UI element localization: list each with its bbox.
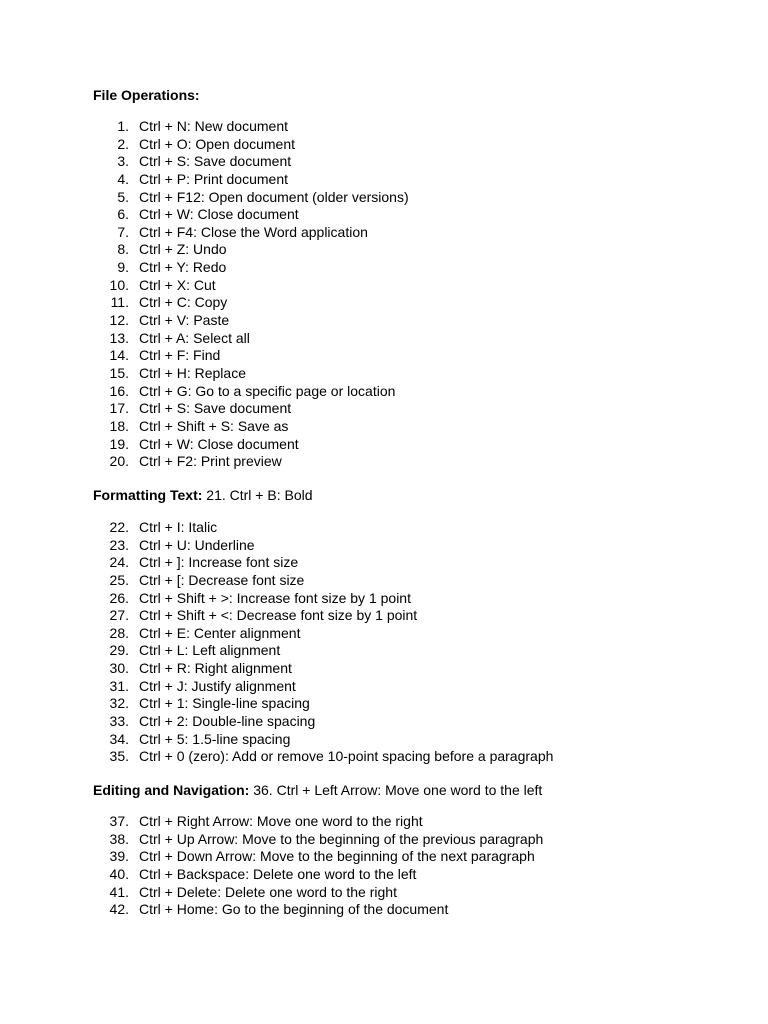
list-item-number: 31. — [109, 677, 129, 694]
list-item-text: Ctrl + S: Save document — [139, 153, 292, 170]
list-item-text: Ctrl + Shift + S: Save as — [139, 417, 289, 434]
list-item — [0, 572, 768, 590]
list-item-number: 19. — [109, 435, 129, 452]
list-item — [0, 748, 768, 766]
list-item-text: Ctrl + R: Right alignment — [139, 660, 292, 677]
list-item-number: 25. — [109, 571, 129, 588]
list-item — [0, 418, 768, 436]
list-item-text: Ctrl + Delete: Delete one word to the right — [139, 883, 397, 900]
list-item-text: Ctrl + N: New document — [139, 118, 288, 134]
list-item-number: 26. — [109, 589, 129, 606]
section-title: Editing and Navigation: — [93, 782, 250, 798]
list-item-number: 11. — [110, 294, 129, 311]
list-editing-navigation — [0, 813, 768, 919]
list-item — [0, 136, 768, 154]
list-item — [0, 713, 768, 731]
list-item — [0, 660, 768, 678]
list-item-number: 40. — [109, 865, 129, 882]
list-item-text: Ctrl + 2: Double-line spacing — [139, 713, 316, 730]
list-item — [0, 312, 768, 330]
list-item — [0, 259, 768, 277]
list-item-number: 17. — [109, 400, 129, 417]
list-item-number: 3. — [117, 153, 129, 170]
list-item-text: Ctrl + G: Go to a specific page or location — [139, 382, 396, 399]
list-item-text: Ctrl + Z: Undo — [139, 241, 227, 258]
list-item — [0, 206, 768, 224]
list-item — [0, 153, 768, 171]
list-item-text: Ctrl + F4: Close the Word application — [139, 223, 368, 240]
list-item-text: Ctrl + F2: Print preview — [139, 453, 282, 470]
list-item-number: 12. — [109, 312, 129, 329]
list-item-text: Ctrl + O: Open document — [139, 135, 296, 152]
list-item-number: 34. — [109, 730, 129, 747]
list-item — [0, 365, 768, 383]
list-item-text: Ctrl + F12: Open document (older versions) — [139, 188, 409, 205]
list-item-text: Ctrl + W: Close document — [139, 435, 299, 452]
list-item — [0, 554, 768, 572]
list-item-text: Ctrl + C: Copy — [139, 294, 228, 311]
section-heading-editing-navigation — [93, 781, 542, 799]
list-item — [0, 625, 768, 643]
list-item — [0, 884, 768, 902]
list-item-number: 27. — [109, 607, 129, 624]
list-item-number: 39. — [109, 848, 129, 865]
list-item-text: Ctrl + 5: 1.5-line spacing — [139, 730, 291, 747]
list-item-text: Ctrl + Backspace: Delete one word to the left — [139, 865, 417, 882]
list-item-text: Ctrl + ]: Increase font size — [139, 554, 299, 571]
list-item-text: Ctrl + 0 (zero): Add or remove 10-point spacing before a paragraph — [139, 748, 554, 765]
list-item — [0, 436, 768, 454]
list-item-text: Ctrl + X: Cut — [139, 276, 216, 293]
list-item — [0, 678, 768, 696]
list-item-text: Ctrl + Down Arrow: Move to the beginning of the next paragraph — [139, 848, 535, 865]
list-item-number: 24. — [109, 554, 129, 571]
list-item-number: 16. — [109, 382, 129, 399]
list-item — [0, 901, 768, 919]
list-item-number: 8. — [117, 241, 129, 258]
list-item-text: Ctrl + P: Print document — [139, 170, 289, 187]
list-item-text: Ctrl + Home: Go to the beginning of the document — [139, 901, 449, 918]
list-item — [0, 848, 768, 866]
list-item-number: 18. — [109, 417, 129, 434]
list-item-text: Ctrl + H: Replace — [139, 364, 246, 381]
list-item-text: Ctrl + S: Save document — [139, 400, 292, 417]
list-item — [0, 590, 768, 608]
list-item-number: 41. — [109, 883, 129, 900]
list-item-text: Ctrl + L: Left alignment — [139, 642, 281, 659]
list-item — [0, 642, 768, 660]
list-item-number: 20. — [109, 453, 129, 470]
list-item-text: Ctrl + Shift + >: Increase font size by 1 point — [139, 589, 411, 606]
list-item — [0, 400, 768, 418]
list-item-text: Ctrl + I: Italic — [139, 519, 218, 535]
list-item-number: 2. — [117, 135, 129, 152]
section-title: File Operations: — [93, 87, 200, 103]
list-item-text: Ctrl + [: Decrease font size — [139, 571, 305, 588]
list-item-text: Ctrl + Shift + <: Decrease font size by 1 point — [139, 607, 418, 624]
list-item-text: Ctrl + W: Close document — [139, 206, 299, 223]
list-item-number: 37. — [109, 813, 129, 829]
list-item — [0, 294, 768, 312]
section-inline-item: 36. Ctrl + Left Arrow: Move one word to the left — [249, 782, 543, 798]
list-item — [0, 537, 768, 555]
list-item-text: Ctrl + J: Justify alignment — [139, 677, 296, 694]
list-item — [0, 866, 768, 884]
list-item-number: 1. — [117, 118, 129, 134]
list-item-number: 33. — [109, 713, 129, 730]
list-item — [0, 189, 768, 207]
list-item — [0, 695, 768, 713]
list-item-text: Ctrl + U: Underline — [139, 536, 255, 553]
list-item — [0, 224, 768, 242]
list-item-number: 28. — [109, 624, 129, 641]
list-file-operations — [0, 118, 768, 471]
list-item — [0, 347, 768, 365]
list-item — [0, 813, 768, 831]
list-item — [0, 241, 768, 259]
list-item-text: Ctrl + E: Center alignment — [139, 624, 301, 641]
list-item — [0, 519, 768, 537]
list-item — [0, 383, 768, 401]
list-item-text: Ctrl + A: Select all — [139, 329, 250, 346]
list-item-number: 30. — [109, 660, 129, 677]
list-item-number: 23. — [109, 536, 129, 553]
section-heading-file-operations — [93, 86, 200, 104]
list-item-text: Ctrl + V: Paste — [139, 312, 230, 329]
list-item-number: 29. — [109, 642, 129, 659]
list-item-number: 35. — [109, 748, 129, 765]
section-inline-item: 21. Ctrl + B: Bold — [202, 487, 313, 503]
list-item-number: 10. — [109, 276, 129, 293]
list-item-text: Ctrl + Y: Redo — [139, 259, 227, 276]
list-item-text: Ctrl + Up Arrow: Move to the beginning of the previous paragraph — [139, 830, 544, 847]
list-item-number: 32. — [109, 695, 129, 712]
list-item-number: 14. — [109, 347, 129, 364]
list-item-text: Ctrl + F: Find — [139, 347, 221, 364]
section-title: Formatting Text: — [93, 487, 203, 503]
list-item-text: Ctrl + 1: Single-line spacing — [139, 695, 310, 712]
list-item-number: 9. — [117, 259, 129, 276]
section-heading-formatting-text — [93, 486, 313, 504]
list-item-number: 22. — [109, 519, 129, 535]
list-item-text: Ctrl + Right Arrow: Move one word to the right — [139, 813, 423, 829]
list-item-number: 7. — [117, 223, 129, 240]
list-item — [0, 831, 768, 849]
list-item — [0, 330, 768, 348]
list-item — [0, 171, 768, 189]
list-item-number: 5. — [117, 188, 129, 205]
list-formatting-text — [0, 519, 768, 766]
list-item-number: 42. — [109, 901, 129, 918]
list-item — [0, 453, 768, 471]
list-item — [0, 607, 768, 625]
list-item — [0, 277, 768, 295]
list-item — [0, 731, 768, 749]
list-item-number: 13. — [109, 329, 129, 346]
list-item-number: 6. — [117, 206, 129, 223]
list-item — [0, 118, 768, 136]
list-item-number: 38. — [109, 830, 129, 847]
list-item-number: 4. — [117, 170, 129, 187]
list-item-number: 15. — [109, 364, 129, 381]
